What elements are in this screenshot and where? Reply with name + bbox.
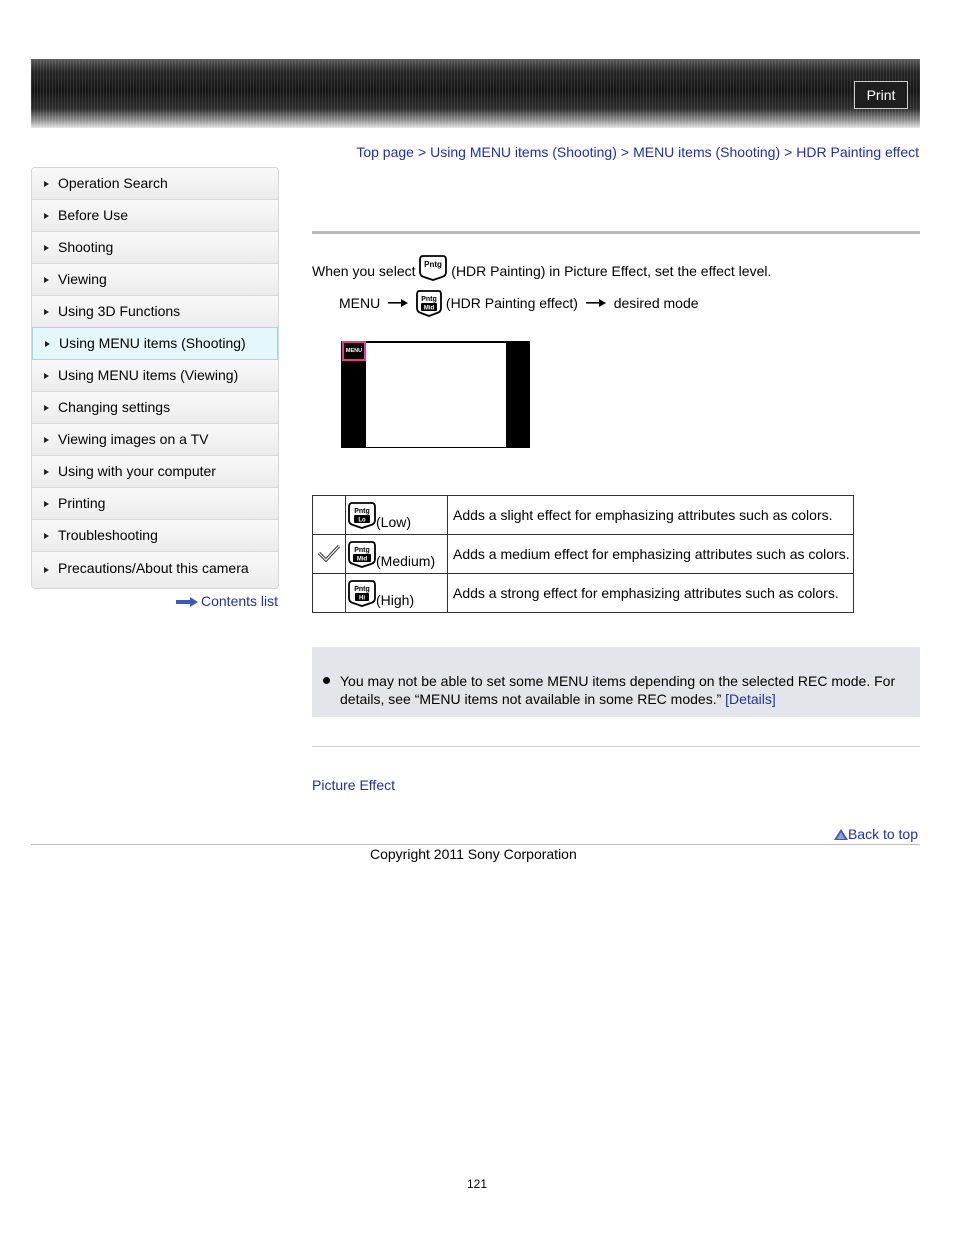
triangle-right-icon: [44, 533, 49, 539]
svg-text:Pntg: Pntg: [354, 507, 370, 515]
option-description: Adds a strong effect for emphasizing attributes such as colors.: [448, 574, 854, 613]
svg-text:Pntg: Pntg: [424, 260, 443, 269]
breadcrumb-menu-items-shooting[interactable]: MENU items (Shooting): [633, 144, 781, 160]
breadcrumb-top-page[interactable]: Top page: [356, 144, 414, 160]
sidebar-item-viewing[interactable]: Viewing: [32, 264, 278, 296]
svg-text:Hi: Hi: [359, 595, 365, 601]
table-row: [313, 574, 854, 613]
default-check-cell: [313, 496, 346, 535]
hdr-painting-mid-icon: [416, 289, 442, 317]
breadcrumb-using-menu-items-shooting[interactable]: Using MENU items (Shooting): [430, 144, 617, 160]
triangle-right-icon: [44, 245, 49, 251]
breadcrumb-hdr-painting-effect[interactable]: HDR Painting effect: [796, 144, 919, 160]
screen-display-area: [366, 343, 506, 447]
title-divider: [312, 231, 920, 234]
sidebar-item-troubleshooting[interactable]: Troubleshooting: [32, 520, 278, 552]
option-name-cell: Pntg Lo (Low): [346, 496, 448, 535]
triangle-up-icon: [834, 829, 848, 840]
intro-text: When you select Pntg (HDR Painting) in Picture Effect, set the effect level.: [312, 253, 920, 281]
breadcrumb: Top page > Using MENU items (Shooting) > MENU items (Shooting) > HDR Painting effect: [356, 144, 919, 160]
triangle-right-icon: [44, 567, 49, 573]
triangle-right-icon: [44, 437, 49, 443]
svg-text:Pntg: Pntg: [421, 296, 437, 303]
back-to-top-link[interactable]: Back to top: [834, 826, 918, 842]
default-check-cell: [313, 574, 346, 613]
option-name-cell: Pntg Mid (Medium): [346, 535, 448, 574]
sidebar-item-precautions[interactable]: Precautions/About this camera: [32, 552, 278, 588]
triangle-right-icon: [44, 309, 49, 315]
table-row: [313, 535, 854, 574]
triangle-right-icon: [44, 373, 49, 379]
triangle-right-icon: [45, 341, 50, 347]
triangle-right-icon: [44, 501, 49, 507]
option-name-cell: Pntg Hi (High): [346, 574, 448, 613]
section-divider: [312, 746, 920, 747]
sidebar-item-viewing-on-tv[interactable]: Viewing images on a TV: [32, 424, 278, 456]
sidebar-item-menu-viewing[interactable]: Using MENU items (Viewing): [32, 360, 278, 392]
svg-text:Lo: Lo: [358, 517, 366, 523]
arrow-right-icon: [176, 597, 198, 607]
option-description: Adds a medium effect for emphasizing attributes such as colors.: [448, 535, 854, 574]
triangle-right-icon: [44, 277, 49, 283]
sidebar-item-3d-functions[interactable]: Using 3D Functions: [32, 296, 278, 328]
screen-menu-button: MENU: [342, 341, 366, 361]
sidebar-item-operation-search[interactable]: Operation Search: [32, 168, 278, 200]
print-button[interactable]: Print: [854, 81, 908, 109]
svg-text:Pntg: Pntg: [354, 546, 370, 554]
note-box: You may not be able to set some MENU items depending on the selected REC mode. For details, see “MENU items not available in some REC modes.” [Details]: [312, 647, 920, 717]
svg-text:Pntg: Pntg: [354, 585, 370, 593]
camera-screen-diagram: [341, 341, 530, 448]
menu-path: MENU Pntg Mid (HDR Painting effect) desired mode: [339, 289, 699, 317]
sidebar-item-changing-settings[interactable]: Changing settings: [32, 392, 278, 424]
triangle-right-icon: [44, 213, 49, 219]
hdr-painting-icon: [419, 253, 447, 281]
hdr-painting-mid-icon: [348, 540, 376, 568]
triangle-right-icon: [44, 181, 49, 187]
page-number: 121: [466, 1177, 488, 1191]
triangle-right-icon: [44, 405, 49, 411]
svg-text:Mid: Mid: [356, 556, 368, 562]
footer-divider: [31, 844, 920, 845]
options-table: [312, 495, 854, 613]
related-topic-picture-effect[interactable]: Picture Effect: [312, 777, 396, 793]
sidebar-item-printing[interactable]: Printing: [32, 488, 278, 520]
contents-list-link[interactable]: Contents list: [176, 593, 278, 609]
triangle-right-icon: [44, 469, 49, 475]
sidebar-nav: [31, 167, 279, 589]
table-row: [313, 496, 854, 535]
option-description: Adds a slight effect for emphasizing attributes such as colors.: [448, 496, 854, 535]
details-link[interactable]: [Details]: [725, 691, 776, 707]
checkmark-icon: [318, 544, 340, 562]
copyright-text: Copyright 2011 Sony Corporation: [370, 846, 577, 862]
sidebar-item-computer[interactable]: Using with your computer: [32, 456, 278, 488]
sidebar-item-shooting[interactable]: Shooting: [32, 232, 278, 264]
arrow-right-icon: [586, 299, 606, 307]
arrow-right-icon: [388, 299, 408, 307]
sidebar-item-menu-shooting[interactable]: Using MENU items (Shooting): [32, 327, 278, 360]
hdr-painting-high-icon: [348, 579, 376, 607]
header-banner: [31, 59, 920, 128]
hdr-painting-low-icon: [348, 501, 376, 529]
sidebar-item-before-use[interactable]: Before Use: [32, 200, 278, 232]
bullet-icon: [323, 677, 330, 684]
default-check-cell: [313, 535, 346, 574]
svg-text:Mid: Mid: [423, 305, 435, 312]
